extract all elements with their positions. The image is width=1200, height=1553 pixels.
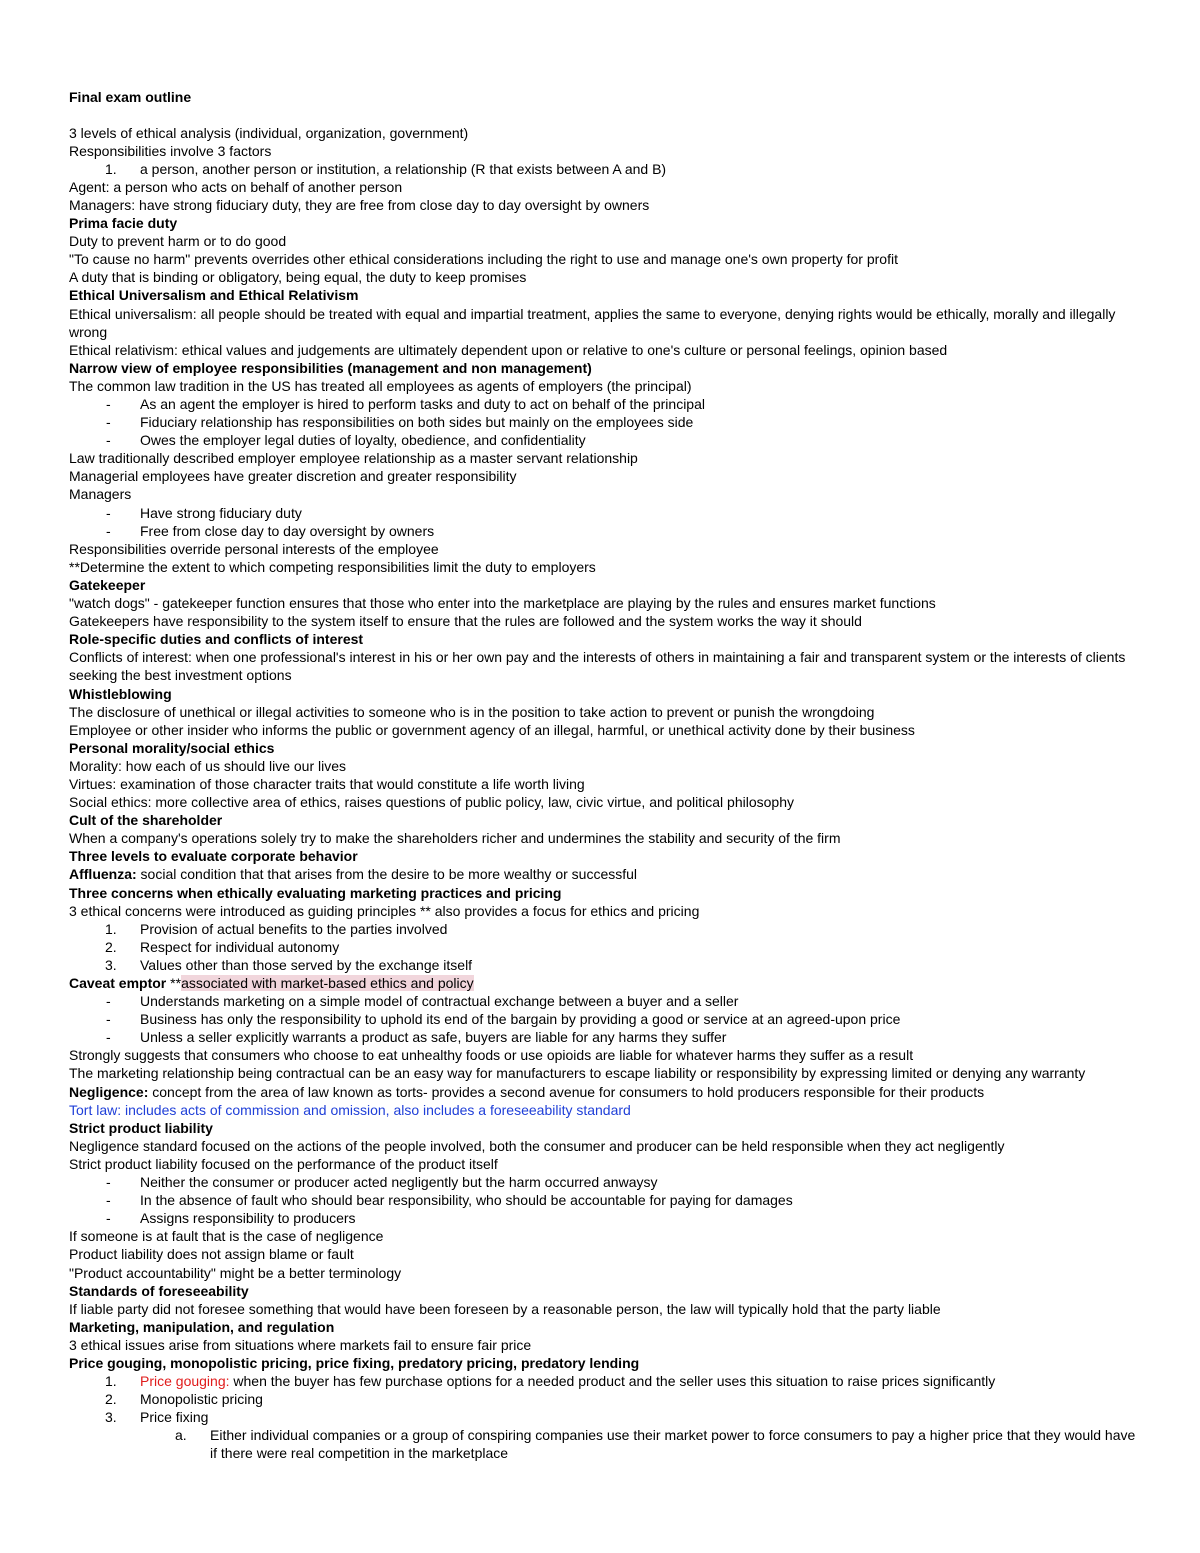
highlighted-note: associated with market-based ethics and policy (181, 975, 474, 991)
text-line: Employee or other insider who informs the public or government agency of an illegal, harmful, or unethical activity done by their business (69, 721, 915, 738)
text-line: Duty to prevent harm or to do good (69, 233, 287, 250)
list-marker: - (106, 414, 111, 431)
list-marker: - (106, 1174, 111, 1191)
bullet-item (69, 504, 1144, 522)
document-body (69, 88, 1144, 1463)
numbered-item (69, 1426, 1144, 1462)
text-line: Managers: have strong fiduciary duty, they are free from close day to day oversight by owners (69, 196, 650, 213)
text-line: **Determine the extent to which competing responsibilities limit the duty to employers (69, 558, 596, 575)
list-marker: 1. (105, 1373, 117, 1390)
numbered-item (69, 920, 1144, 938)
definition-line: Negligence: concept from the area of law known as torts- provides a second avenue for consumers to hold producers responsible for their products (69, 1083, 985, 1100)
text-line: Responsibilities override personal interests of the employee (69, 540, 439, 557)
text-line: If liable party did not foresee something that would have been foreseen by a reasonable person, the law will typically hold that the party liable (69, 1300, 941, 1317)
text-line: "Product accountability" might be a better terminology (69, 1264, 402, 1281)
section-heading: Prima facie duty (69, 215, 178, 232)
list-item-text: Fiduciary relationship has responsibilities on both sides but mainly on the employees side (140, 414, 694, 431)
bullet-item (69, 1191, 1144, 1209)
text-line: 3 ethical issues arise from situations where markets fail to ensure fair price (69, 1336, 532, 1353)
list-marker: a. (175, 1427, 187, 1444)
text-line: Strict product liability focused on the performance of the product itself (69, 1155, 498, 1172)
section-heading: Ethical Universalism and Ethical Relativism (69, 287, 359, 304)
list-item-text: Either individual companies or a group of conspiring companies use their market power to force consumers to pay a higher price that they would have if there were real competition in the marketplace (210, 1427, 1136, 1462)
bullet-item (69, 522, 1144, 540)
text-line: A duty that is binding or obligatory, being equal, the duty to keep promises (69, 269, 527, 286)
definition-line: Affluenza: social condition that that arises from the desire to be more wealthy or successful (69, 866, 638, 883)
text-line: Ethical relativism: ethical values and judgements are ultimately dependent upon or relative to one's culture or personal feelings, opinion based (69, 341, 948, 358)
text-line: Managerial employees have greater discretion and greater responsibility (69, 468, 517, 485)
list-marker: - (106, 1192, 111, 1209)
section-heading-with-note: Caveat emptor **associated with market-based ethics and policy (69, 975, 474, 991)
text-line: Agent: a person who acts on behalf of another person (69, 178, 403, 195)
list-marker: - (106, 1210, 111, 1227)
text-line: Strongly suggests that consumers who choose to eat unhealthy foods or use opioids are liable for whatever harms they suffer as a result (69, 1047, 914, 1064)
section-heading: Gatekeeper (69, 576, 146, 593)
bullet-item (69, 1028, 1144, 1046)
list-marker: - (106, 504, 111, 521)
text-line: The marketing relationship being contractual can be an easy way for manufacturers to escape liability or responsibility by expressing limited or denying any warranty (69, 1065, 1086, 1082)
list-item-text: Unless a seller explicitly warrants a product as safe, buyers are liable for any harms they suffer (140, 1029, 727, 1046)
text-line: Conflicts of interest: when one professional's interest in his or her own pay and the interests of others in maintaining a fair and transparent system or the interests of clients seeking the best investment options (69, 649, 1126, 684)
text-line: If someone is at fault that is the case of negligence (69, 1228, 384, 1245)
text-line: Negligence standard focused on the actions of the people involved, both the consumer and producer can be held responsible when they act negligently (69, 1137, 1005, 1154)
section-heading: Cult of the shareholder (69, 812, 223, 829)
term-label: Negligence: (69, 1083, 149, 1100)
list-item-text: As an agent the employer is hired to perform tasks and duty to act on behalf of the principal (140, 396, 705, 412)
bullet-item (69, 1173, 1144, 1191)
term-label: Affluenza: (69, 866, 137, 883)
section-heading: Personal morality/social ethics (69, 739, 275, 756)
list-item-text: Monopolistic pricing (140, 1391, 263, 1408)
list-item-text: Business has only the responsibility to uphold its end of the bargain by providing a good or service at an agreed-upon price (140, 1011, 901, 1028)
list-marker: 1. (105, 920, 117, 937)
text-line: The common law tradition in the US has treated all employees as agents of employers (the principal) (69, 377, 692, 394)
list-item-text: In the absence of fault who should bear responsibility, who should be accountable for paying for damages (140, 1192, 793, 1209)
list-item-text: Understands marketing on a simple model of contractual exchange between a buyer and a seller (140, 993, 739, 1010)
list-marker: 2. (105, 1391, 117, 1408)
list-item-text: Have strong fiduciary duty (140, 504, 302, 521)
text-line: 3 levels of ethical analysis (individual, organization, government) (69, 124, 469, 141)
list-marker: - (106, 432, 111, 449)
text-line: Morality: how each of us should live our lives (69, 757, 347, 774)
list-item-text: Respect for individual autonomy (140, 938, 340, 955)
section-heading: Whistleblowing (69, 685, 172, 702)
list-marker: - (106, 396, 111, 412)
list-marker: 3. (105, 1409, 117, 1426)
numbered-item (69, 1390, 1144, 1408)
list-marker: 2. (105, 938, 117, 955)
section-heading: Standards of foreseeability (69, 1282, 249, 1299)
text-line: Managers (69, 486, 132, 503)
list-item-text: Free from close day to day oversight by owners (140, 522, 435, 539)
list-marker: 3. (105, 956, 117, 973)
numbered-item (69, 956, 1144, 974)
text-line: The disclosure of unethical or illegal activities to someone who is in the position to take action to prevent or punish the wrongdoing (69, 703, 875, 720)
numbered-item (69, 938, 1144, 956)
text-line: Product liability does not assign blame or fault (69, 1246, 354, 1263)
list-item-text: Price gouging: when the buyer has few purchase options for a needed product and the seller uses this situation to raise prices significantly (140, 1373, 996, 1390)
bullet-item (69, 1010, 1144, 1028)
numbered-item (69, 1408, 1144, 1426)
bullet-item (69, 1209, 1144, 1227)
list-item-text: Provision of actual benefits to the parties involved (140, 920, 448, 937)
section-heading: Three concerns when ethically evaluating marketing practices and pricing (69, 884, 562, 901)
list-item-text: Assigns responsibility to producers (140, 1210, 356, 1227)
list-item-text: Price fixing (140, 1409, 209, 1426)
section-heading: Strict product liability (69, 1119, 213, 1136)
text-line: When a company's operations solely try to make the shareholders richer and undermines the stability and security of the firm (69, 830, 841, 847)
text-line: Virtues: examination of those character traits that would constitute a life worth living (69, 775, 585, 792)
outline-content (69, 124, 1144, 1463)
list-marker: - (106, 1011, 111, 1028)
list-item-text: Owes the employer legal duties of loyalty, obedience, and confidentiality (140, 432, 586, 449)
text-line: 3 ethical concerns were introduced as guiding principles ** also provides a focus for ethics and pricing (69, 902, 700, 919)
text-line: Ethical universalism: all people should be treated with equal and impartial treatment, applies the same to everyone, denying rights would be ethically, morally and illegally wrong (69, 305, 1116, 340)
list-marker: 1. (105, 160, 117, 177)
section-heading: Price gouging, monopolistic pricing, price fixing, predatory pricing, predatory lending (69, 1354, 640, 1371)
section-heading: Marketing, manipulation, and regulation (69, 1318, 335, 1335)
bullet-item (69, 992, 1144, 1010)
numbered-item (69, 1372, 1144, 1390)
colored-note: Tort law: includes acts of commission and omission, also includes a foreseeability standard (69, 1101, 631, 1118)
highlighted-term: Price gouging: (140, 1373, 230, 1390)
list-item-text: Neither the consumer or producer acted negligently but the harm occurred anwaysy (140, 1174, 658, 1191)
text-line: Law traditionally described employer employee relationship as a master servant relationship (69, 450, 638, 467)
section-heading: Three levels to evaluate corporate behavior (69, 848, 358, 865)
text-line: Social ethics: more collective area of ethics, raises questions of public policy, law, civic virtue, and political philosophy (69, 794, 794, 811)
section-heading: Narrow view of employee responsibilities (management and non management) (69, 359, 592, 376)
bullet-item (69, 431, 1144, 449)
bullet-item (69, 413, 1144, 431)
document-title: Final exam outline (69, 89, 192, 105)
list-marker: - (106, 993, 111, 1010)
list-marker: - (106, 522, 111, 539)
text-line: "To cause no harm" prevents overrides other ethical considerations including the right to use and manage one's own property for profit (69, 251, 898, 268)
text-line: Responsibilities involve 3 factors (69, 142, 272, 159)
list-marker: - (106, 1029, 111, 1046)
term-label: Caveat emptor (69, 975, 167, 991)
text-line: Gatekeepers have responsibility to the system itself to ensure that the rules are followed and the system works the way it should (69, 613, 862, 630)
bullet-item (69, 395, 1144, 413)
numbered-item (69, 160, 1144, 178)
section-heading: Role-specific duties and conflicts of interest (69, 631, 364, 648)
list-item-text: a person, another person or institution, a relationship (R that exists between A and B) (140, 160, 667, 177)
text-line: "watch dogs" - gatekeeper function ensures that those who enter into the marketplace are playing by the rules and ensures market functions (69, 595, 936, 612)
list-item-text: Values other than those served by the exchange itself (140, 956, 473, 973)
